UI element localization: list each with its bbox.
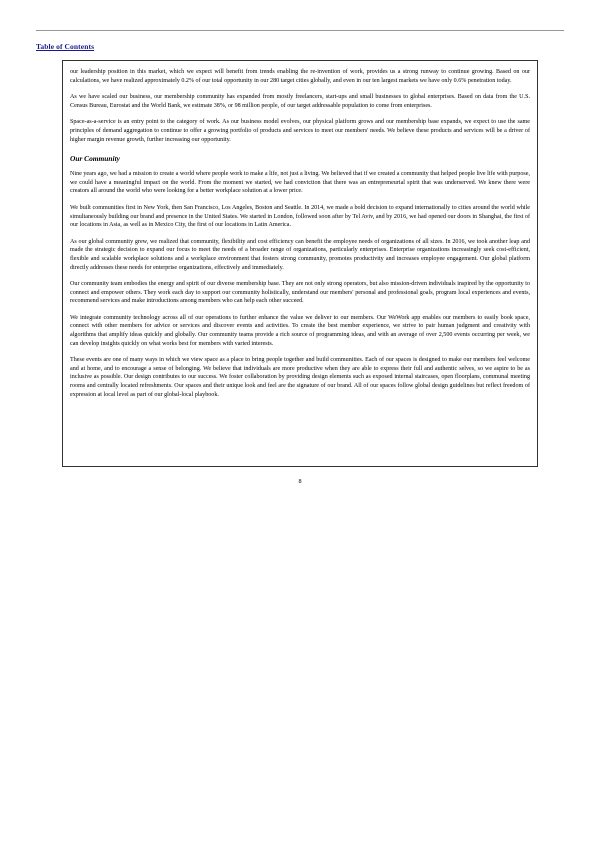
header-divider <box>36 30 564 31</box>
section-heading-our-community: Our Community <box>70 154 120 164</box>
table-of-contents-link[interactable]: Table of Contents <box>36 42 95 51</box>
paragraph: As our global community grew, we realized that community, flexibility and cost efficiency can benefit the employee needs of organizations of all sizes. In 2016, we took another leap and made the strategic decision to expand our focus to meet the needs of a broader range of organizations, particularly enterprises. Enterprise organizations increasingly seek cost-efficient, flexible and scalable workplace solutions and a workplace environment that fosters strong community, promotes productivity and increases employee engagement. Our global platform directly addresses these needs for enterprise organizations, effectively and immediately. <box>70 238 530 271</box>
page-number: 8 <box>298 478 302 485</box>
paragraph: Space-as-a-service is an entry point to the category of work. As our business model evolves, our physical platform grows and our membership base expands, we expect to use the same principles of demand aggregation to continue to offer a growing portfolio of products and services to meet our members' needs. We believe these products and services will be a driver of higher margin revenue growth, further increasing our opportunity. <box>70 119 530 143</box>
paragraph: Our community team embodies the energy and spirit of our diverse membership base. They are not only strong operators, but also mission-driven individuals inspired by the opportunity to connect and empower others. They work each day to support our community holistically, understand our members' personal and professional goals, program local experiences and events, recommend services and make introductions among members who can help each other succeed. <box>70 281 530 305</box>
paragraph: our leadership position in this market, which we expect will benefit from trends enabling the re-invention of work, provides us a strong runway to continue growing. Based on our calculations, we have realized approximately 0.2% of our total opportunity in our 280 target cities globally, and even in our ten largest markets we have only 0.6% penetration today. <box>70 69 530 84</box>
paragraph: We integrate community technology across all of our operations to further enhance the value we deliver to our members. Our WeWork app enables our members to easily book space, connect with other members for advice or services and discover events and activities. To create the best member experience, we strive to pair human judgment and creativity with algorithms that amplify ideas quickly and globally. Our community teams provide a rich source of programming ideas, and with an average of over 2,500 events occurring per week, we can develop insights quickly on what works best for members with varied interests. <box>70 314 530 347</box>
paragraph: These events are one of many ways in which we view space as a place to bring people together and build communities. Each of our spaces is designed to make our members feel welcome and at home, and to encourage a sense of belonging. We believe that individuals are more productive when they are able to express their full and authentic selves, so we aspire to be as inclusive as possible. Our design contributes to our success. We foster collaboration by providing design elements such as exposed internal staircases, open floorplans, communal meeting rooms and centrally located refreshments. Our spaces and their unique look and feel are the signature of our brand. All of our spaces follow global design guidelines but reflect freedom of expression at local level as part of our global-local playbook. <box>70 357 530 398</box>
paragraph: We built communities first in New York, then San Francisco, Los Angeles, Boston and Seattle. In 2014, we made a bold decision to expand internationally to cities around the world while simultaneously building our brand and presence in the United States. We started in London, followed soon after by Tel Aviv, and by 2016, we had opened our doors in Shanghai, the first of our locations in Asia, as well as in Mexico City, the first of our locations in Latin America. <box>70 204 530 229</box>
document-body <box>70 68 530 407</box>
paragraph: Nine years ago, we had a mission to create a world where people work to make a life, not just a living. We believed that if we created a community that helped people live life with purpose, we could have a meaningful impact on the world. From the moment we started, we had conviction that there was an entrepreneurial spirit that was underserved. We knew there were creators all around the world who were looking for a better workplace solution at a lower price. <box>70 171 530 195</box>
paragraph: As we have scaled our business, our membership community has expanded from mostly freelancers, start-ups and small businesses to global enterprises. Based on data from the U.S. Census Bureau, Eurostat and the World Bank, we estimate 38%, or 98 million people, of our target addressable population to come from enterprises. <box>70 94 530 109</box>
